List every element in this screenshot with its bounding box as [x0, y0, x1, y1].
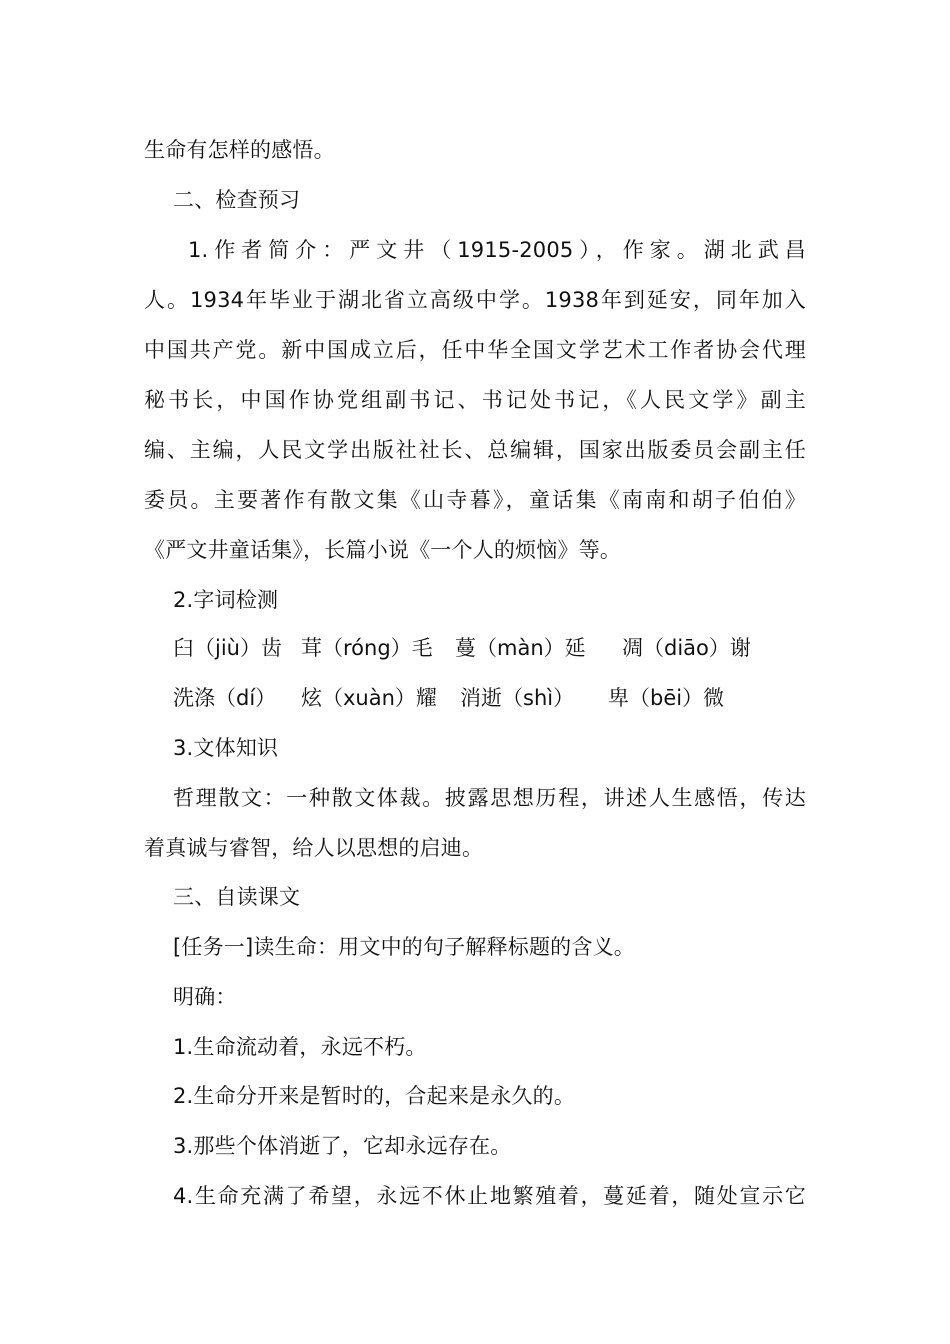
paragraph-line: 哲理散文：一种散文体裁。披露思想历程，讲述人生感悟，传达 — [173, 786, 806, 810]
task-line: [任务一]读生命：用文中的句子解释标题的含义。 — [173, 935, 635, 959]
section-heading-reading: 三、自读课文 — [173, 885, 301, 909]
vocab-item: 消逝（shì） — [460, 686, 575, 710]
author-intro-line: 《严文井童话集》，长篇小说《一个人的烦恼》等。 — [144, 538, 622, 562]
author-intro-line: 委员。主要著作有散文集《山寺暮》，童话集《南南和胡子伯伯》 — [144, 488, 806, 512]
answer-item: 3.那些个体消逝了，它却永远存在。 — [173, 1134, 512, 1158]
vocab-item: 蔓（màn）延 — [455, 636, 586, 660]
vocab-item: 洗涤（dí） — [173, 686, 277, 710]
author-intro-line: 人。1934年毕业于湖北省立高级中学。1938年到延安，同年加入 — [144, 288, 806, 312]
section-heading-preview: 二、检查预习 — [173, 188, 301, 212]
vocab-item: 卑（bēi）微 — [608, 686, 725, 710]
answer-item: 2.生命分开来是暂时的，合起来是永久的。 — [173, 1084, 576, 1108]
subheading-genre: 3.文体知识 — [173, 736, 279, 760]
answer-item: 4.生命充满了希望，永远不休止地繁殖着，蔓延着，随处宣示它 — [173, 1184, 806, 1208]
paragraph-line: 着真诚与睿智，给人以思想的启迪。 — [144, 836, 484, 860]
vocab-item: 茸（róng）毛 — [301, 636, 433, 660]
author-intro-line: 中国共产党。新中国成立后，任中华全国文学艺术工作者协会代理 — [144, 338, 806, 362]
author-intro-line: 编、主编，人民文学出版社社长、总编辑，国家出版委员会副主任 — [144, 438, 806, 462]
author-intro-line: 秘书长，中国作协党组副书记、书记处书记，《人民文学》副主 — [144, 388, 806, 412]
paragraph-line: 生命有怎样的感悟。 — [144, 138, 335, 162]
vocab-item: 臼（jiù）齿 — [173, 636, 282, 660]
vocab-item: 凋（diāo）谢 — [622, 636, 751, 660]
answer-item: 1.生命流动着，永远不朽。 — [173, 1035, 427, 1059]
answer-label: 明确： — [173, 985, 237, 1009]
author-intro-line: 1.作者简介：严文井（1915-2005），作家。湖北武昌 — [188, 238, 806, 262]
vocab-item: 炫（xuàn）耀 — [301, 686, 437, 710]
subheading-vocab-check: 2.字词检测 — [173, 588, 279, 612]
